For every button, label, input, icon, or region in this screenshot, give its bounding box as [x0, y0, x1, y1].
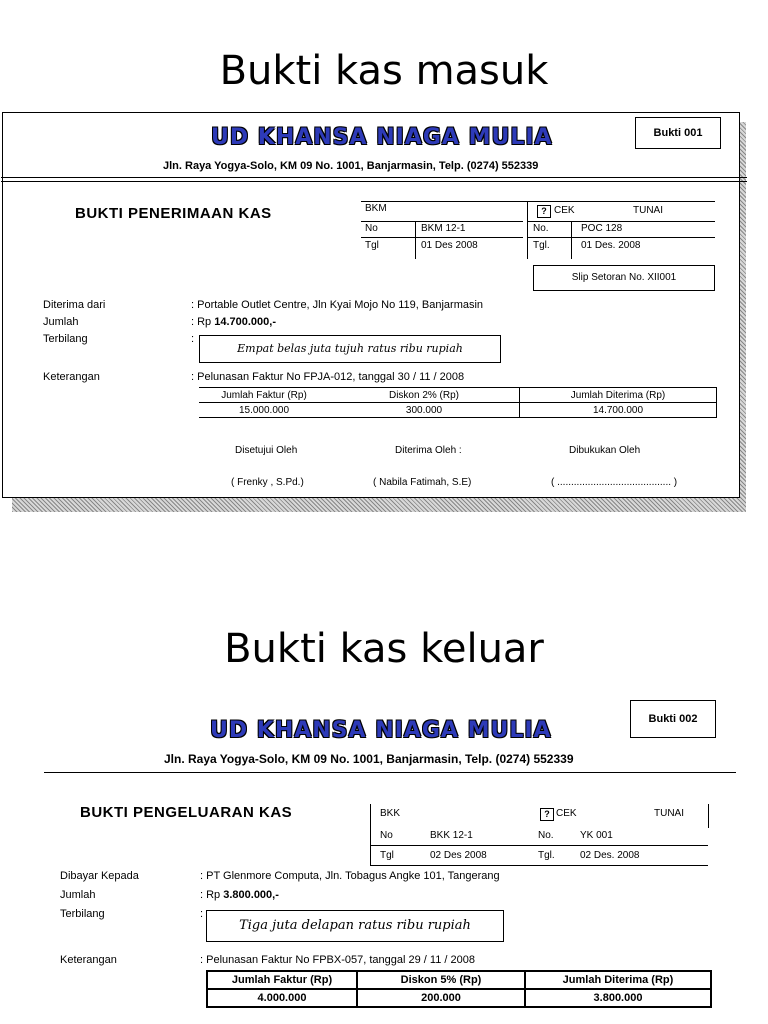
payment-cek-label: CEK — [556, 808, 577, 819]
note-value: : Pelunasan Faktur No FPJA-012, tanggal 30 / 11 / 2008 — [191, 371, 465, 383]
approved-by-name: ( Frenky , S.Pd.) — [231, 477, 304, 488]
payment-cek-checkbox: ? — [540, 808, 554, 821]
payment-header-discount: Diskon 5% (Rp) — [357, 971, 525, 989]
receipt-slide-title: Bukti kas masuk — [219, 48, 549, 94]
cek-left-border — [527, 201, 528, 259]
payment-proof-number-box: Bukti 002 — [630, 700, 716, 738]
value-invoice: 15.000.000 — [199, 403, 329, 418]
party-label: Diterima dari — [43, 299, 106, 311]
cek-no-label: No. — [533, 223, 549, 234]
payment-document-title: BUKTI PENGELUARAN KAS — [80, 804, 293, 821]
payment-spelled-colon: : — [200, 908, 204, 920]
receipt-document — [2, 112, 740, 498]
spelled-amount-box: Empat belas juta tujuh ratus ribu rupiah — [199, 335, 501, 363]
bkm-code: BKM — [365, 203, 387, 214]
payment-value-received: 3.800.000 — [525, 989, 711, 1007]
value-received: 14.700.000 — [520, 403, 717, 418]
proof-number-box: Bukti 001 — [635, 117, 721, 149]
cek-divider — [571, 221, 572, 259]
document-title: BUKTI PENERIMAAN KAS — [75, 205, 272, 222]
bkm-no-label: No — [365, 223, 378, 234]
bkm-no-value: BKM 12-1 — [421, 223, 466, 234]
booked-by-label: Dibukukan Oleh — [569, 445, 641, 456]
payment-spelled-label: Terbilang — [60, 908, 105, 920]
spelled-colon: : — [191, 333, 195, 345]
cek-rule-1 — [527, 221, 715, 222]
payment-party-value: : PT Glenmore Computa, Jln. Tobagus Angke 101, Tangerang — [200, 870, 500, 882]
payment-cek-right-border — [708, 804, 709, 828]
company-name: UD KHANSA NIAGA MULIA — [211, 125, 553, 150]
received-by-label: Diterima Oleh : — [395, 445, 462, 456]
payment-slide-title: Bukti kas keluar — [224, 626, 544, 672]
payment-party-label: Dibayar Kepada — [60, 870, 139, 882]
bkk-tgl-value: 02 Des 2008 — [430, 850, 487, 861]
bkm-rule-2 — [361, 237, 523, 238]
bkm-top-rule — [361, 201, 715, 202]
payment-amount-field — [200, 889, 279, 901]
bkm-tgl-label: Tgl — [365, 240, 379, 251]
bkk-rule-1 — [370, 845, 708, 846]
payment-cek-no-value: YK 001 — [580, 830, 613, 841]
bkk-no-value: BKK 12-1 — [430, 830, 473, 841]
payment-cek-tgl-value: 02 Des. 2008 — [580, 850, 640, 861]
header-rule — [1, 177, 747, 178]
company-address: Jln. Raya Yogya-Solo, KM 09 No. 1001, Banjarmasin, Telp. (0274) 552339 — [163, 160, 539, 172]
payment-company-address: Jln. Raya Yogya-Solo, KM 09 No. 1001, Banjarmasin, Telp. (0274) 552339 — [164, 752, 574, 766]
payment-cek-tgl-label: Tgl. — [538, 850, 555, 861]
bkm-tgl-value: 01 Des 2008 — [421, 240, 478, 251]
bkk-left-border — [370, 804, 371, 866]
received-by-name: ( Nabila Fatimah, S.E) — [373, 477, 472, 488]
payment-amount-value: 3.800.000,- — [223, 889, 279, 901]
bkk-rule-2 — [370, 865, 708, 866]
note-label: Keterangan — [43, 371, 100, 383]
bkm-rule-1 — [361, 221, 523, 222]
bkk-no-label: No — [380, 830, 393, 841]
payment-tunai-label: TUNAI — [654, 808, 684, 819]
value-discount: 300.000 — [329, 403, 520, 418]
payment-amount-label: Jumlah — [60, 889, 96, 901]
bkk-tgl-label: Tgl — [380, 850, 394, 861]
header-invoice: Jumlah Faktur (Rp) — [199, 388, 329, 403]
payment-amount-prefix: : Rp — [200, 889, 224, 901]
deposit-slip-box: Slip Setoran No. XII001 — [533, 265, 715, 291]
header-rule-double — [1, 181, 747, 182]
header-discount: Diskon 2% (Rp) — [329, 388, 520, 403]
payment-value-invoice: 4.000.000 — [207, 989, 357, 1007]
payment-header-received: Jumlah Diterima (Rp) — [525, 971, 711, 989]
cek-tgl-value: 01 Des. 2008 — [581, 240, 641, 251]
payment-value-discount: 200.000 — [357, 989, 525, 1007]
cek-no-value: POC 128 — [581, 223, 623, 234]
amount-value: 14.700.000,- — [214, 316, 277, 328]
amount-prefix: : Rp — [191, 316, 215, 328]
cek-tgl-label: Tgl. — [533, 240, 550, 251]
payment-header-rule — [44, 772, 736, 773]
payment-spelled-amount-box: Tiga juta delapan ratus ribu rupiah — [206, 910, 504, 942]
cek-label: CEK — [554, 205, 575, 216]
approved-by-label: Disetujui Oleh — [235, 445, 298, 456]
payment-header-invoice: Jumlah Faktur (Rp) — [207, 971, 357, 989]
cek-rule-2 — [527, 237, 715, 238]
payment-company-name: UD KHANSA NIAGA MULIA — [210, 718, 552, 743]
amount-label: Jumlah — [43, 316, 79, 328]
party-value: : Portable Outlet Centre, Jln Kyai Mojo No 119, Banjarmasin — [191, 299, 484, 311]
header-received: Jumlah Diterima (Rp) — [520, 388, 717, 403]
bkm-divider — [415, 221, 416, 259]
payment-summary-table — [206, 970, 712, 1008]
amount-field — [191, 316, 276, 328]
cek-checkbox: ? — [537, 205, 551, 218]
booked-by-name: ( ......................................... ) — [551, 477, 678, 488]
tunai-label: TUNAI — [633, 205, 663, 216]
bkk-code: BKK — [380, 808, 401, 819]
spelled-label: Terbilang — [43, 333, 88, 345]
payment-note-value: : Pelunasan Faktur No FPBX-057, tanggal 29 / 11 / 2008 — [200, 954, 475, 966]
payment-note-label: Keterangan — [60, 954, 117, 966]
receipt-summary-table — [199, 387, 717, 418]
payment-cek-no-label: No. — [538, 830, 554, 841]
